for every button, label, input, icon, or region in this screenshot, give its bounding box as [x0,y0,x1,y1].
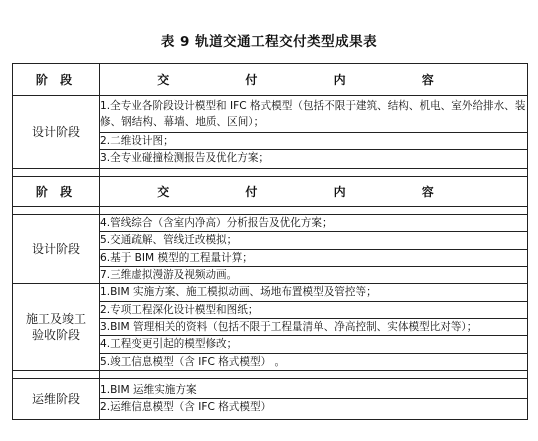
deliverables-table [12,63,528,420]
stage-label: 运维阶段 [31,391,80,406]
table-gap [13,370,528,378]
table-gap [13,169,528,177]
list-item: 3.BIM 管理相关的资料（包括不限于工程量清单、净高控制、实体模型比对等）； [100,318,527,335]
table-row [13,284,528,370]
list-item: 3.全专业碰撞检测报告及优化方案； [100,149,527,166]
header-content: 交 付 内 容 [100,177,528,207]
list-item: 1.BIM 运维实施方案 [100,384,197,397]
table-header-row [13,177,528,207]
stage-label-line: 施工及竣工 [25,312,86,327]
table-gap [13,207,528,215]
list-item: 4.工程变更引起的模型修改； [100,335,527,352]
header-stage: 阶 段 [13,64,100,96]
table-header-row [13,64,528,96]
content-cell [100,96,528,169]
list-item: 2.二维设计图； [100,132,527,149]
stage-cell [13,378,100,419]
content-cell [100,215,528,284]
stage-cell [13,215,100,284]
table-row [13,215,528,284]
content-cell [100,284,528,370]
list-item: 7.三维虚拟漫游及视频动画。 [100,266,527,283]
table-title: 表 9 轨道交通工程交付类型成果表 [160,34,378,50]
header-stage: 阶 段 [13,177,100,207]
table-row [13,378,528,419]
list-item: 5.竣工信息模型（含 IFC 格式模型） 。 [100,353,527,370]
stage-label: 设计阶段 [31,242,80,257]
list-item: 2.专项工程深化设计模型和图纸； [100,301,527,318]
stage-label-line: 验收阶段 [31,328,80,343]
stage-cell [13,284,100,370]
content-cell [100,378,528,419]
list-item: 2.运维信息模型（含 IFC 格式模型） [100,398,527,415]
list-item: 1.全专业各阶段设计模型和 IFC 格式模型（包括不限于建筑、结构、机电、室外给排水、装修、钢结构、幕墙、地质、区间）； [100,100,526,129]
list-item: 6.基于 BIM 模型的工程量计算； [100,249,527,266]
list-item: 4.管线综合（含室内净高）分析报告及优化方案； [100,217,333,230]
stage-label: 设计阶段 [31,125,80,140]
table-row [13,96,528,169]
list-item: 5.交通疏解、管线迁改模拟； [100,231,527,248]
list-item: 1.BIM 实施方案、施工模拟动画、场地布置模型及管控等； [100,286,377,299]
header-content: 交 付 内 容 [100,64,528,96]
stage-cell [13,96,100,169]
